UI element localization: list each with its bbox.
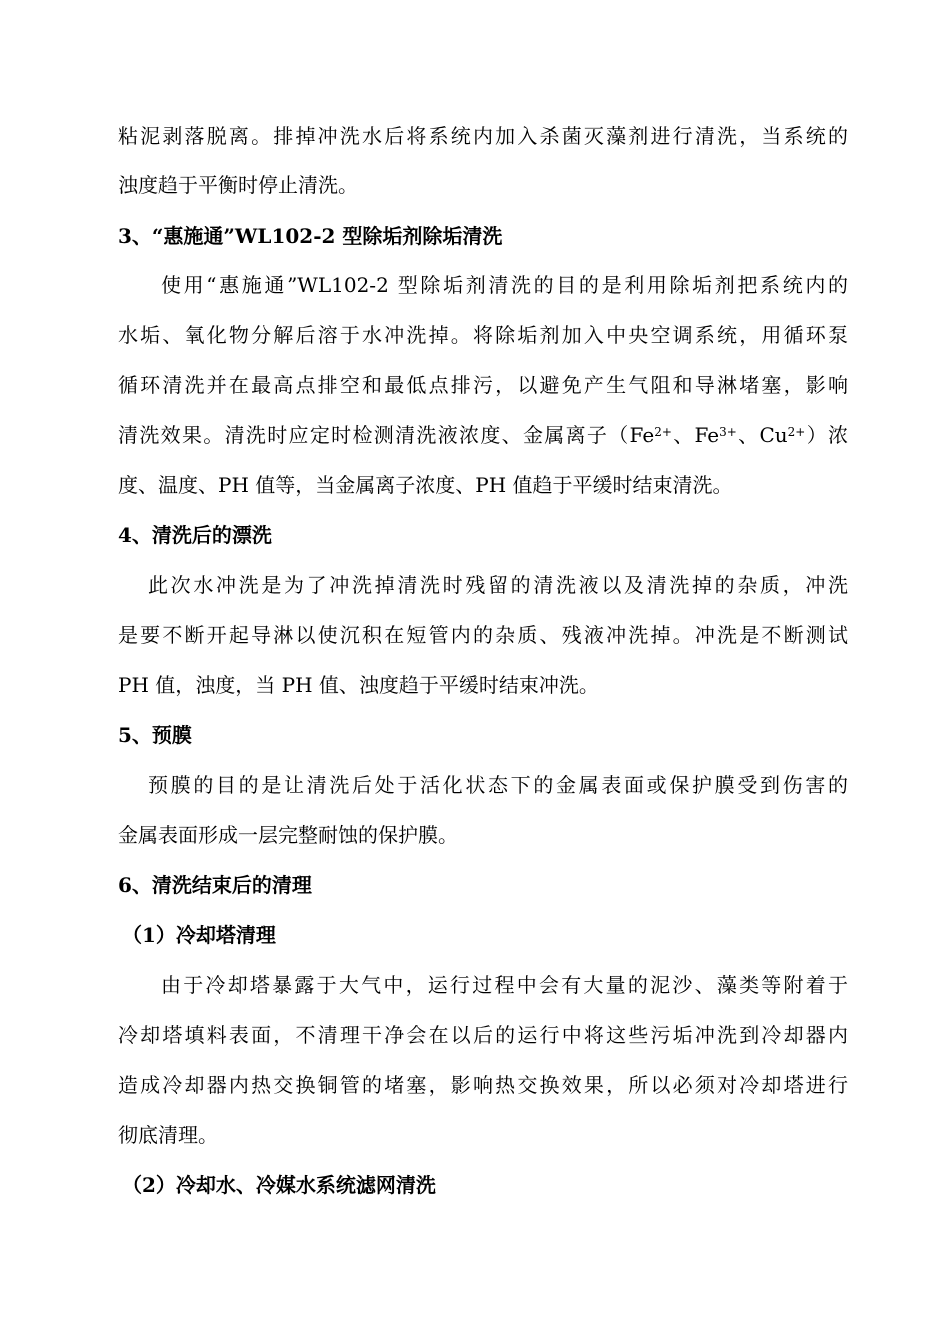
paragraph-line: 是要不断开起导淋以使沉积在短管内的杂质、残液冲洗掉。冲洗是不断测试 [118,623,848,647]
paragraph-line: 金属表面形成一层完整耐蚀的保护膜。 [118,823,458,847]
paragraph-line: 此次水冲洗是为了冲洗掉清洗时残留的清洗液以及清洗掉的杂质，冲洗 [148,573,848,597]
ion-charge: 2+ [787,425,806,439]
paragraph-line: 冷却塔填料表面，不清理干净会在以后的运行中将这些污垢冲洗到冷却器内 [118,1023,848,1047]
subsection-heading-2: （2）冷却水、冷媒水系统滤网清洗 [122,1173,436,1197]
paragraph-line: 水垢、氧化物分解后溶于水冲洗掉。将除垢剂加入中央空调系统，用循环泵 [118,323,848,347]
paragraph-line: PH 值，浊度，当 PH 值、浊度趋于平缓时结束冲洗。 [118,673,599,697]
ion-charge: 3+ [719,425,737,439]
subsection-heading-1: （1）冷却塔清理 [122,923,276,947]
section-heading-4: 4、清洗后的漂洗 [118,523,272,547]
section-heading-6: 6、清洗结束后的清理 [118,873,312,897]
ion-charge: 2+ [654,425,672,439]
section-heading-3: 3、“惠施通”WL102-2 型除垢剂除垢清洗 [118,224,503,248]
paragraph-line: 预膜的目的是让清洗后处于活化状态下的金属表面或保护膜受到伤害的 [148,773,848,797]
paragraph-line: 彻底清理。 [118,1123,218,1147]
line-text: ）浓 [805,423,849,447]
paragraph-line: 循环清洗并在最高点排空和最低点排污，以避免产生气阻和导淋堵塞，影响 [118,373,848,397]
paragraph-line: 使用“惠施通”WL102-2 型除垢剂清洗的目的是利用除垢剂把系统内的 [161,273,848,297]
paragraph-line: 浊度趋于平衡时停止清洗。 [118,173,358,197]
paragraph-line-with-ions [118,421,848,449]
paragraph-line: 造成冷却器内热交换铜管的堵塞，影响热交换效果，所以必须对冷却塔进行 [118,1073,848,1097]
line-text: 、Cu [736,423,788,447]
paragraph-line: 粘泥剥落脱离。排掉冲洗水后将系统内加入杀菌灭藻剂进行清洗，当系统的 [118,124,848,148]
section-heading-5: 5、预膜 [118,723,192,747]
paragraph-line: 度、温度、PH 值等，当金属离子浓度、PH 值趋于平缓时结束清洗。 [118,473,733,497]
paragraph-line: 由于冷却塔暴露于大气中，运行过程中会有大量的泥沙、藻类等附着于 [161,973,848,997]
line-text: 清洗效果。清洗时应定时检测清洗液浓度、金属离子（Fe [118,423,655,447]
line-text: 、Fe [671,423,720,447]
